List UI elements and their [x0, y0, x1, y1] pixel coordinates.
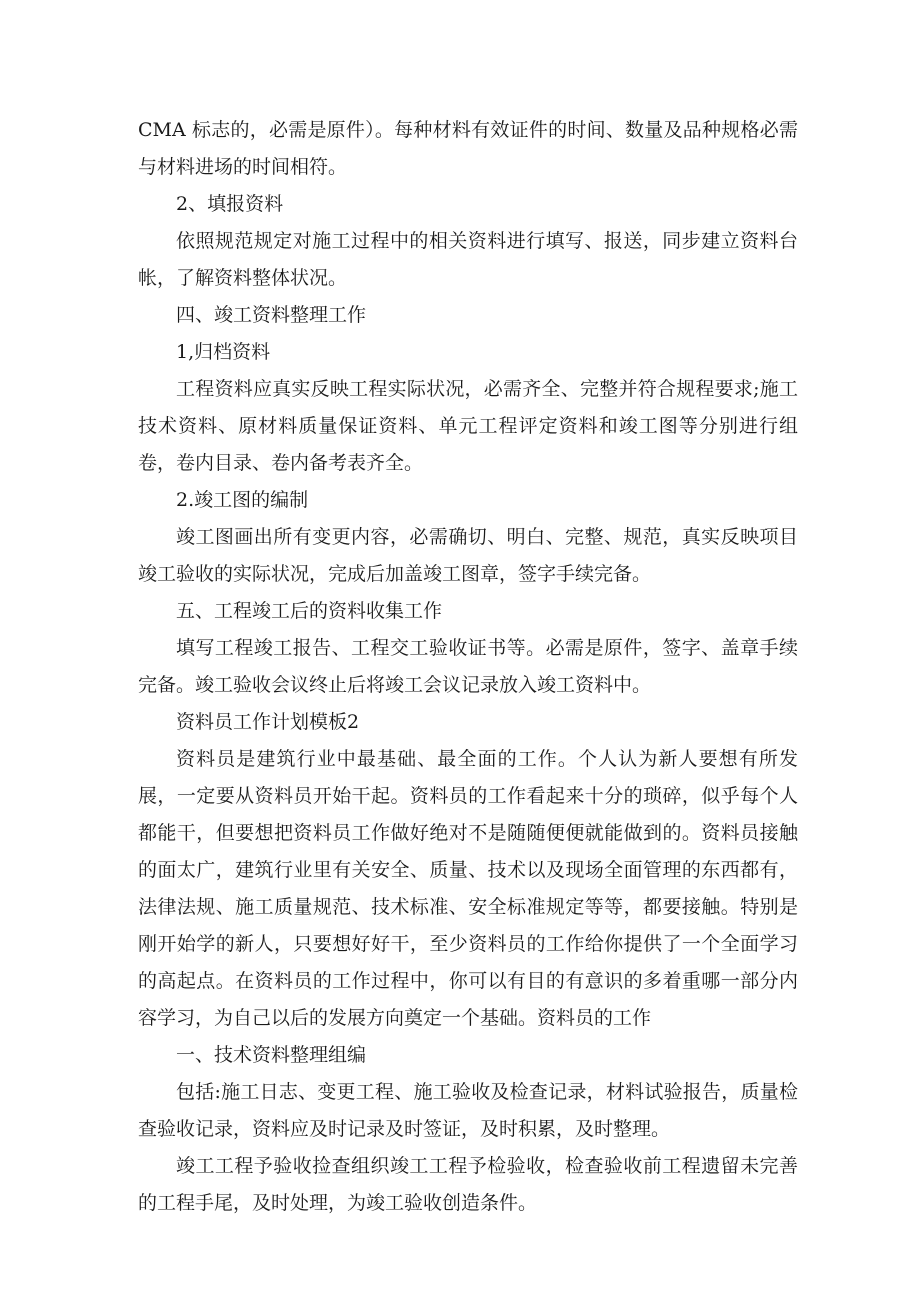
- paragraph-completion-pre-acceptance: 竣工工程予验收捡查组织竣工工程予检验收，检查验收前工程遗留未完善的工程手尾，及时处理，为竣工验收创造条件。: [138, 1155, 798, 1214]
- paragraph-fill-report: 依照规范规定对施工过程中的相关资料进行填写、报送，同步建立资料台帐，了解资料整体状况。: [138, 230, 798, 289]
- heading-archive-data: 1,归档资料: [176, 341, 271, 363]
- paragraph-cma-continuation: CMA 标志的，必需是原件）。每种材料有效证件的时间、数量及品种规格必需与材料进场的时间相符。: [138, 119, 798, 178]
- heading-as-built-drawing: 2.竣工图的编制: [176, 489, 309, 511]
- paragraph-as-built-drawing: 竣工图画出所有变更内容，必需确切、明白、完整、规范，真实反映项目竣工验收的实际状况，完成后加盖竣工图章，签字手续完备。: [138, 526, 798, 585]
- document-body: [138, 112, 798, 1222]
- heading-completion-data-organizing: 四、竣工资料整理工作: [176, 304, 367, 326]
- paragraph-data-clerk-intro: 资料员是建筑行业中最基础、最全面的工作。个人认为新人要想有所发展，一定要从资料员开始干起。资料员的工作看起来十分的琐碎，似乎每个人都能干，但要想把资料员工作做好绝对不是随随便便就能做到的。资料员接触的面太广，建筑行业里有关安全、质量、技术以及现场全面管理的东西都有，法律法规、施工质量规范、技术标准、安全标准规定等等，都要接触。特别是刚开始学的新人，只要想好好干，至少资料员的工作给你提供了一个全面学习的高起点。在资料员的工作过程中，你可以有目的有意识的多着重哪一部分内容学习，为自己以后的发展方向奠定一个基础。资料员的工作: [138, 748, 798, 1029]
- heading-technical-data-organizing: 一、技术资料整理组编: [176, 1044, 367, 1066]
- paragraph-archive-data: 工程资料应真实反映工程实际状况，必需齐全、完整并符合规程要求;施工技术资料、原材料质量保证资料、单元工程评定资料和竣工图等分别进行组卷，卷内目录、卷内备考表齐全。: [138, 378, 798, 474]
- heading-fill-report-data: 2、填报资料: [176, 193, 284, 215]
- paragraph-post-completion-collection: 填写工程竣工报告、工程交工验收证书等。必需是原件，签字、盖章手续完备。竣工验收会议终止后将竣工会议记录放入竣工资料中。: [138, 637, 798, 696]
- heading-template-2: 资料员工作计划模板2: [176, 711, 360, 733]
- heading-post-completion-collection: 五、工程竣工后的资料收集工作: [176, 600, 443, 622]
- paragraph-technical-data-includes: 包括:施工日志、变更工程、施工验收及检查记录，材料试验报告，质量检查验收记录，资料应及时记录及时签证，及时积累，及时整理。: [138, 1081, 798, 1140]
